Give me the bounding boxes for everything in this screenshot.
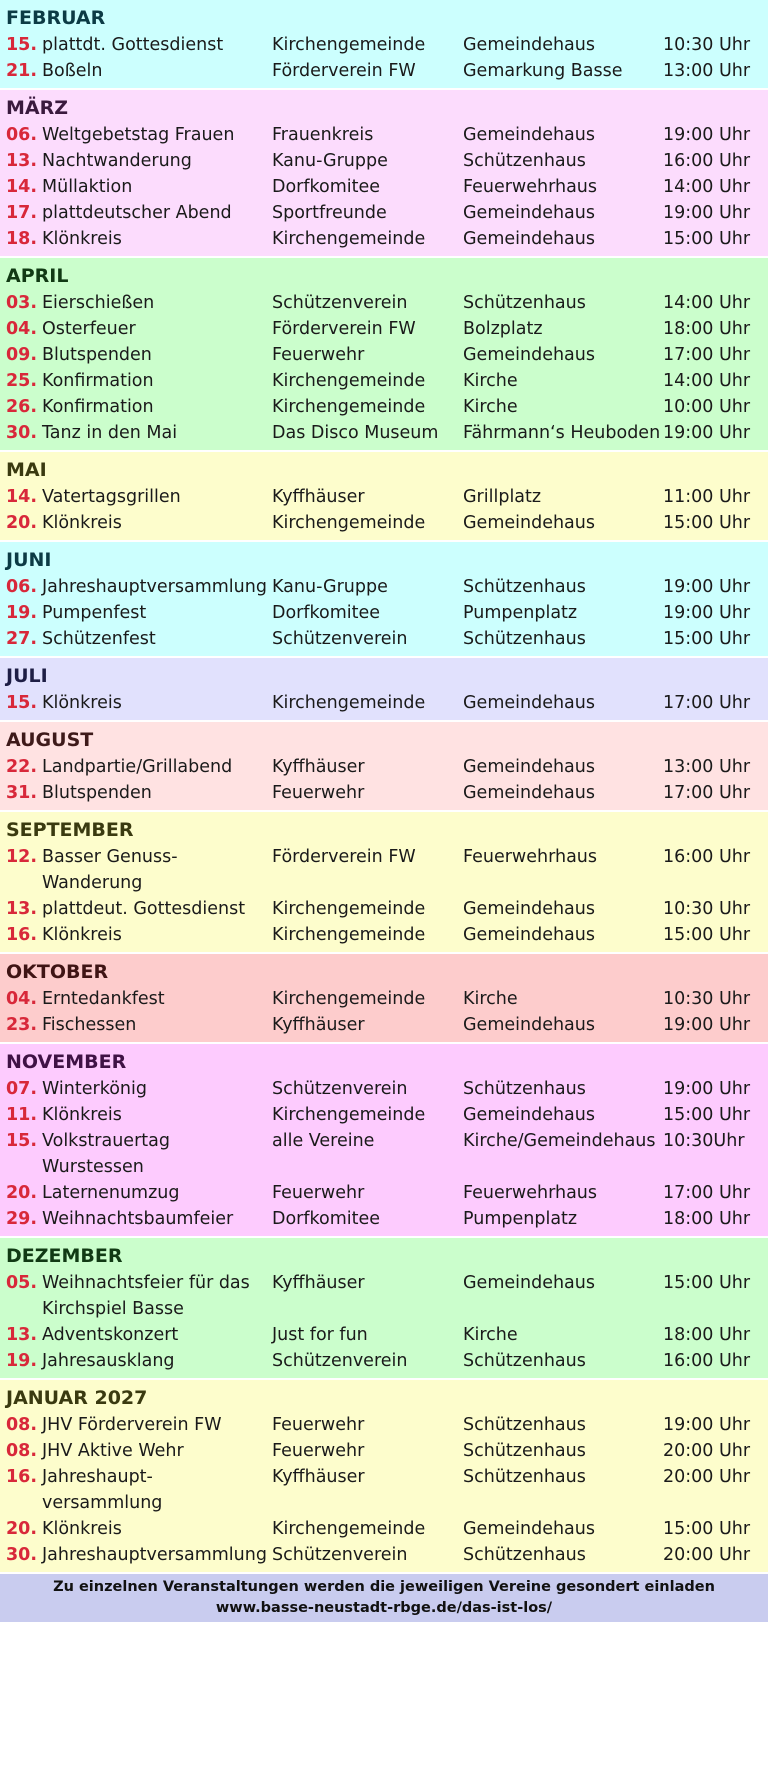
event-organizer: Feuerwehr bbox=[272, 1441, 365, 1461]
month-section bbox=[0, 258, 768, 452]
event-location: Schützenhaus bbox=[463, 1467, 586, 1487]
event-time: 15:00 Uhr bbox=[663, 1273, 751, 1293]
event-row bbox=[6, 690, 762, 716]
event-day: 21. bbox=[6, 61, 38, 81]
event-day: 25. bbox=[6, 371, 38, 391]
event-time: 20:00 Uhr bbox=[663, 1441, 751, 1461]
event-organizer: Kyffhäuser bbox=[272, 1273, 365, 1293]
event-organizer: Kirchengemeinde bbox=[272, 989, 426, 1009]
event-row bbox=[6, 148, 762, 174]
event-organizer: Kyffhäuser bbox=[272, 487, 365, 507]
event-location: Kirche bbox=[463, 1325, 518, 1345]
event-time: 13:00 Uhr bbox=[663, 757, 751, 777]
event-row bbox=[6, 626, 762, 652]
month-section bbox=[0, 658, 768, 722]
event-name: Konfirmation bbox=[42, 371, 154, 391]
event-time: 14:00 Uhr bbox=[663, 177, 751, 197]
event-day: 18. bbox=[6, 229, 38, 249]
event-time: 19:00 Uhr bbox=[663, 1015, 751, 1035]
month-title: SEPTEMBER bbox=[6, 819, 134, 841]
event-row bbox=[6, 368, 762, 394]
event-name: Weltgebetstag Frauen bbox=[42, 125, 235, 145]
event-name: Boßeln bbox=[42, 61, 103, 81]
event-name: Klönkreis bbox=[42, 925, 122, 945]
event-location: Kirche bbox=[463, 371, 518, 391]
event-row bbox=[6, 1012, 762, 1038]
event-location: Gemarkung Basse bbox=[463, 61, 623, 81]
event-name: Konfirmation bbox=[42, 397, 154, 417]
event-name: Klönkreis bbox=[42, 229, 122, 249]
event-organizer: Schützenverein bbox=[272, 1545, 408, 1565]
event-day: 29. bbox=[6, 1209, 38, 1229]
event-time: 19:00 Uhr bbox=[663, 1415, 751, 1435]
event-name: Fischessen bbox=[42, 1015, 137, 1035]
event-organizer: Kirchengemeinde bbox=[272, 693, 426, 713]
event-day: 11. bbox=[6, 1105, 38, 1125]
event-organizer: Kirchengemeinde bbox=[272, 1519, 426, 1539]
event-day: 22. bbox=[6, 757, 38, 777]
event-organizer: Schützenverein bbox=[272, 293, 408, 313]
event-name: Basser Genuss-Wanderung bbox=[42, 847, 178, 893]
event-day: 12. bbox=[6, 847, 38, 867]
event-organizer: Sportfreunde bbox=[272, 203, 387, 223]
event-time: 19:00 Uhr bbox=[663, 203, 751, 223]
event-organizer: Feuerwehr bbox=[272, 783, 365, 803]
month-title: JUNI bbox=[6, 549, 52, 571]
event-location: Schützenhaus bbox=[463, 1545, 586, 1565]
event-name: Jahreshauptversammlung bbox=[42, 1545, 267, 1565]
event-organizer: Schützenverein bbox=[272, 1351, 408, 1371]
event-location: Pumpenplatz bbox=[463, 603, 578, 623]
event-location: Kirche bbox=[463, 397, 518, 417]
event-row bbox=[6, 58, 762, 84]
event-time: 10:00 Uhr bbox=[663, 397, 751, 417]
event-time: 13:00 Uhr bbox=[663, 61, 751, 81]
month-title: OKTOBER bbox=[6, 961, 109, 983]
event-name: Schützenfest bbox=[42, 629, 156, 649]
event-row bbox=[6, 1322, 762, 1348]
event-day: 20. bbox=[6, 513, 38, 533]
event-row bbox=[6, 780, 762, 806]
event-location: Schützenhaus bbox=[463, 1441, 586, 1461]
event-location: Pumpenplatz bbox=[463, 1209, 578, 1229]
event-location: Gemeindehaus bbox=[463, 35, 595, 55]
event-time: 19:00 Uhr bbox=[663, 423, 751, 443]
event-name: Jahreshauptversammlung bbox=[42, 577, 267, 597]
event-time: 11:00 Uhr bbox=[663, 487, 751, 507]
event-day: 16. bbox=[6, 925, 38, 945]
event-time: 15:00 Uhr bbox=[663, 513, 751, 533]
event-location: Schützenhaus bbox=[463, 577, 586, 597]
footer-note: Zu einzelnen Veranstaltungen werden die jeweiligen Vereine gesondert einladen bbox=[53, 1579, 715, 1595]
month-section bbox=[0, 1380, 768, 1574]
event-location: Gemeindehaus bbox=[463, 899, 595, 919]
event-time: 10:30 Uhr bbox=[663, 35, 751, 55]
event-organizer: Kanu-Gruppe bbox=[272, 577, 388, 597]
month-title: FEBRUAR bbox=[6, 7, 106, 29]
event-row bbox=[6, 1270, 762, 1322]
event-row bbox=[6, 1102, 762, 1128]
month-title: AUGUST bbox=[6, 729, 94, 751]
month-section bbox=[0, 0, 768, 90]
event-row bbox=[6, 1438, 762, 1464]
event-row bbox=[6, 200, 762, 226]
event-location: Feuerwehrhaus bbox=[463, 1183, 598, 1203]
event-day: 04. bbox=[6, 989, 38, 1009]
event-day: 05. bbox=[6, 1273, 38, 1293]
event-day: 03. bbox=[6, 293, 38, 313]
event-organizer: Feuerwehr bbox=[272, 1183, 365, 1203]
event-row bbox=[6, 754, 762, 780]
event-organizer: Das Disco Museum bbox=[272, 423, 439, 443]
event-row bbox=[6, 896, 762, 922]
event-location: Gemeindehaus bbox=[463, 693, 595, 713]
event-time: 10:30 Uhr bbox=[663, 989, 751, 1009]
event-name: Klönkreis bbox=[42, 1105, 122, 1125]
event-row bbox=[6, 122, 762, 148]
event-organizer: Kanu-Gruppe bbox=[272, 151, 388, 171]
event-name: Klönkreis bbox=[42, 513, 122, 533]
month-title: DEZEMBER bbox=[6, 1245, 123, 1267]
event-name: Nachtwanderung bbox=[42, 151, 192, 171]
month-section bbox=[0, 542, 768, 658]
event-organizer: Schützenverein bbox=[272, 1079, 408, 1099]
event-name: Osterfeuer bbox=[42, 319, 136, 339]
event-name: JHV Aktive Wehr bbox=[42, 1441, 184, 1461]
event-organizer: Kirchengemeinde bbox=[272, 371, 426, 391]
event-day: 08. bbox=[6, 1441, 38, 1461]
event-name: Weihnachtsbaumfeier bbox=[42, 1209, 234, 1229]
event-name: Klönkreis bbox=[42, 1519, 122, 1539]
event-day: 23. bbox=[6, 1015, 38, 1035]
event-day: 19. bbox=[6, 603, 38, 623]
event-day: 13. bbox=[6, 1325, 38, 1345]
event-name: Eierschießen bbox=[42, 293, 155, 313]
event-location: Gemeindehaus bbox=[463, 757, 595, 777]
event-day: 04. bbox=[6, 319, 38, 339]
event-location: Gemeindehaus bbox=[463, 1519, 595, 1539]
event-time: 15:00 Uhr bbox=[663, 1519, 751, 1539]
event-row bbox=[6, 600, 762, 626]
event-organizer: Dorfkomitee bbox=[272, 1209, 381, 1229]
event-day: 20. bbox=[6, 1519, 38, 1539]
event-day: 31. bbox=[6, 783, 38, 803]
event-name: Landpartie/Grillabend bbox=[42, 757, 233, 777]
event-location: Kirche/Gemeindehaus bbox=[463, 1131, 656, 1151]
event-time: 10:30 Uhr bbox=[663, 899, 751, 919]
footer-url: www.basse-neustadt-rbge.de/das-ist-los/ bbox=[215, 1600, 553, 1616]
month-title: JANUAR 2027 bbox=[6, 1387, 148, 1409]
event-location: Schützenhaus bbox=[463, 1415, 586, 1435]
event-day: 13. bbox=[6, 151, 38, 171]
event-name: Erntedankfest bbox=[42, 989, 165, 1009]
event-day: 19. bbox=[6, 1351, 38, 1371]
event-name: Winterkönig bbox=[42, 1079, 147, 1099]
month-title: NOVEMBER bbox=[6, 1051, 127, 1073]
event-location: Schützenhaus bbox=[463, 1351, 586, 1371]
month-section bbox=[0, 722, 768, 812]
event-row bbox=[6, 986, 762, 1012]
event-organizer: Kyffhäuser bbox=[272, 757, 365, 777]
month-title: MÄRZ bbox=[6, 97, 69, 119]
footer bbox=[0, 1574, 768, 1622]
event-day: 14. bbox=[6, 487, 38, 507]
event-name: plattdeut. Gottesdienst bbox=[42, 899, 246, 919]
event-row bbox=[6, 226, 762, 252]
event-organizer: Kirchengemeinde bbox=[272, 925, 426, 945]
month-section bbox=[0, 90, 768, 258]
event-day: 16. bbox=[6, 1467, 38, 1487]
event-name: Jahreshaupt-versammlung bbox=[42, 1467, 163, 1513]
event-time: 16:00 Uhr bbox=[663, 151, 751, 171]
event-row bbox=[6, 1180, 762, 1206]
event-organizer: Dorfkomitee bbox=[272, 177, 381, 197]
event-row bbox=[6, 290, 762, 316]
month-section bbox=[0, 1044, 768, 1238]
event-name: plattdeutscher Abend bbox=[42, 203, 232, 223]
event-organizer: Feuerwehr bbox=[272, 345, 365, 365]
event-location: Gemeindehaus bbox=[463, 203, 595, 223]
event-location: Gemeindehaus bbox=[463, 1105, 595, 1125]
event-name: JHV Förderverein FW bbox=[42, 1415, 222, 1435]
event-day: 15. bbox=[6, 1131, 38, 1151]
event-row bbox=[6, 1412, 762, 1438]
month-title: MAI bbox=[6, 459, 47, 481]
event-row bbox=[6, 574, 762, 600]
event-name: Tanz in den Mai bbox=[42, 423, 178, 443]
event-name: Laternenumzug bbox=[42, 1183, 180, 1203]
event-location: Kirche bbox=[463, 989, 518, 1009]
event-time: 15:00 Uhr bbox=[663, 925, 751, 945]
event-time: 20:00 Uhr bbox=[663, 1545, 751, 1565]
event-organizer: Förderverein FW bbox=[272, 847, 416, 867]
event-time: 16:00 Uhr bbox=[663, 1351, 751, 1371]
event-location: Schützenhaus bbox=[463, 293, 586, 313]
event-location: Fährmann‘s Heuboden bbox=[463, 423, 661, 443]
event-time: 20:00 Uhr bbox=[663, 1467, 751, 1487]
event-organizer: Förderverein FW bbox=[272, 61, 416, 81]
event-location: Gemeindehaus bbox=[463, 125, 595, 145]
event-day: 06. bbox=[6, 125, 38, 145]
month-title: JULI bbox=[6, 665, 48, 687]
event-day: 30. bbox=[6, 1545, 38, 1565]
event-location: Gemeindehaus bbox=[463, 1273, 595, 1293]
event-row bbox=[6, 1348, 762, 1374]
event-row bbox=[6, 394, 762, 420]
event-row bbox=[6, 316, 762, 342]
event-time: 14:00 Uhr bbox=[663, 293, 751, 313]
event-row bbox=[6, 1128, 762, 1180]
event-row bbox=[6, 420, 762, 446]
event-organizer: Dorfkomitee bbox=[272, 603, 381, 623]
event-organizer: Kyffhäuser bbox=[272, 1467, 365, 1487]
event-day: 08. bbox=[6, 1415, 38, 1435]
event-name: Blutspenden bbox=[42, 345, 152, 365]
event-organizer: Kirchengemeinde bbox=[272, 35, 426, 55]
event-location: Gemeindehaus bbox=[463, 345, 595, 365]
event-time: 18:00 Uhr bbox=[663, 1209, 751, 1229]
event-organizer: Schützenverein bbox=[272, 629, 408, 649]
month-section bbox=[0, 1238, 768, 1380]
event-organizer: Feuerwehr bbox=[272, 1415, 365, 1435]
event-row bbox=[6, 342, 762, 368]
event-organizer: Förderverein FW bbox=[272, 319, 416, 339]
event-row bbox=[6, 1076, 762, 1102]
event-name: plattdt. Gottesdienst bbox=[42, 35, 224, 55]
event-time: 15:00 Uhr bbox=[663, 1105, 751, 1125]
event-row bbox=[6, 32, 762, 58]
event-organizer: Kirchengemeinde bbox=[272, 397, 426, 417]
event-name: Jahresausklang bbox=[42, 1351, 175, 1371]
event-row bbox=[6, 1542, 762, 1568]
event-time: 19:00 Uhr bbox=[663, 603, 751, 623]
event-location: Feuerwehrhaus bbox=[463, 847, 598, 867]
event-time: 14:00 Uhr bbox=[663, 371, 751, 391]
event-row bbox=[6, 1464, 762, 1516]
event-day: 26. bbox=[6, 397, 38, 417]
event-organizer: Kyffhäuser bbox=[272, 1015, 365, 1035]
event-time: 18:00 Uhr bbox=[663, 319, 751, 339]
event-time: 19:00 Uhr bbox=[663, 1079, 751, 1099]
event-day: 14. bbox=[6, 177, 38, 197]
event-time: 18:00 Uhr bbox=[663, 1325, 751, 1345]
event-name: Klönkreis bbox=[42, 693, 122, 713]
event-name: Pumpenfest bbox=[42, 603, 147, 623]
event-row bbox=[6, 1516, 762, 1542]
event-organizer: Frauenkreis bbox=[272, 125, 374, 145]
event-location: Gemeindehaus bbox=[463, 1015, 595, 1035]
month-section bbox=[0, 452, 768, 542]
event-location: Gemeindehaus bbox=[463, 925, 595, 945]
event-organizer: Just for fun bbox=[272, 1325, 368, 1345]
event-day: 27. bbox=[6, 629, 38, 649]
event-row bbox=[6, 510, 762, 536]
event-time: 17:00 Uhr bbox=[663, 693, 751, 713]
month-section bbox=[0, 954, 768, 1044]
event-time: 19:00 Uhr bbox=[663, 125, 751, 145]
event-row bbox=[6, 484, 762, 510]
event-day: 17. bbox=[6, 203, 38, 223]
event-time: 10:30Uhr bbox=[663, 1131, 745, 1151]
event-time: 17:00 Uhr bbox=[663, 1183, 751, 1203]
event-location: Gemeindehaus bbox=[463, 229, 595, 249]
event-location: Schützenhaus bbox=[463, 629, 586, 649]
event-name: Müllaktion bbox=[42, 177, 133, 197]
event-row bbox=[6, 1206, 762, 1232]
event-day: 07. bbox=[6, 1079, 38, 1099]
event-location: Feuerwehrhaus bbox=[463, 177, 598, 197]
event-location: Gemeindehaus bbox=[463, 783, 595, 803]
event-organizer: Kirchengemeinde bbox=[272, 1105, 426, 1125]
event-row bbox=[6, 922, 762, 948]
event-name: Blutspenden bbox=[42, 783, 152, 803]
event-day: 30. bbox=[6, 423, 38, 443]
event-time: 15:00 Uhr bbox=[663, 229, 751, 249]
event-day: 13. bbox=[6, 899, 38, 919]
event-name: Volkstrauertag Wurstessen bbox=[42, 1131, 170, 1177]
event-time: 16:00 Uhr bbox=[663, 847, 751, 867]
event-location: Gemeindehaus bbox=[463, 513, 595, 533]
event-organizer: Kirchengemeinde bbox=[272, 229, 426, 249]
event-day: 15. bbox=[6, 693, 38, 713]
event-row bbox=[6, 174, 762, 200]
event-time: 17:00 Uhr bbox=[663, 783, 751, 803]
event-organizer: Kirchengemeinde bbox=[272, 513, 426, 533]
event-time: 17:00 Uhr bbox=[663, 345, 751, 365]
event-day: 06. bbox=[6, 577, 38, 597]
event-row bbox=[6, 844, 762, 896]
month-title: APRIL bbox=[6, 265, 69, 287]
event-day: 20. bbox=[6, 1183, 38, 1203]
event-organizer: Kirchengemeinde bbox=[272, 899, 426, 919]
event-name: Vatertagsgrillen bbox=[42, 487, 181, 507]
event-location: Schützenhaus bbox=[463, 1079, 586, 1099]
event-location: Grillplatz bbox=[463, 487, 542, 507]
month-section bbox=[0, 812, 768, 954]
event-location: Schützenhaus bbox=[463, 151, 586, 171]
event-organizer: alle Vereine bbox=[272, 1131, 375, 1151]
event-name: Weihnachtsfeier für das Kirchspiel Basse bbox=[42, 1273, 250, 1319]
event-time: 19:00 Uhr bbox=[663, 577, 751, 597]
event-name: Adventskonzert bbox=[42, 1325, 179, 1345]
event-day: 09. bbox=[6, 345, 38, 365]
event-time: 15:00 Uhr bbox=[663, 629, 751, 649]
event-location: Bolzplatz bbox=[463, 319, 543, 339]
event-day: 15. bbox=[6, 35, 38, 55]
